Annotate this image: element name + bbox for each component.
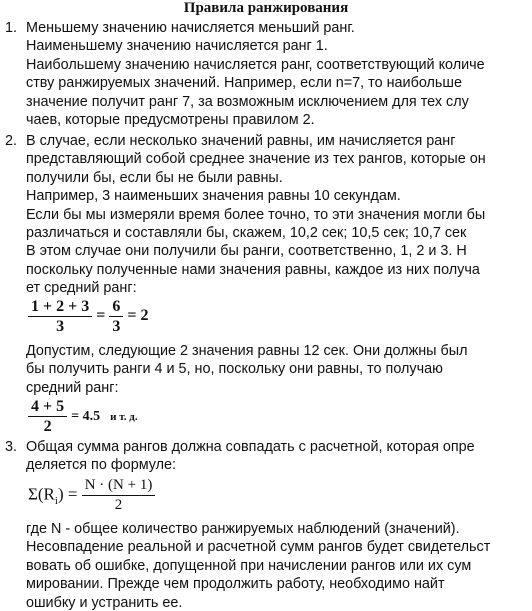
text-line: Меньшему значению начисляется меньший ранг. (26, 20, 355, 36)
text-line: средний ранг: (26, 379, 119, 396)
document-title: Правила ранжирования (183, 0, 349, 16)
equals-sign: = (127, 307, 137, 325)
text-line: получили бы, если бы не были равны. (26, 169, 283, 186)
text-line: Если бы мы измеряли время более точно, то эти значения могли бы (26, 206, 486, 223)
text-line: Наименьшему значению начисляется ранг 1. (26, 38, 328, 55)
text-line: представляющий собой среднее значение из тех рангов, которые он (26, 151, 486, 168)
sum-subscript: i (54, 494, 58, 507)
text-line: Общая сумма рангов должна совпадать с расчетной, которая опре (26, 439, 475, 455)
sum-lhs-close: ) = (57, 484, 78, 504)
text-line: Несовпадение реальной и расчетной сумм рангов будет свидетельст (26, 539, 491, 556)
rule-1 (0, 19, 532, 129)
text-line: различаться и составляли бы, скажем, 10,2 сек; 10,5 сек; 10,7 сек (26, 224, 467, 241)
text-line: ству ранжируемых значений. Например, если n=7, то наибольше (26, 75, 462, 92)
text-line: Наибольшему значению начисляется ранг, соответствующий количе (26, 56, 485, 73)
text-line: чаев, которые предусмотрены правилом 2. (26, 111, 315, 128)
rule-1-number: 1. (5, 20, 18, 36)
numerator: N · (N + 1) (82, 476, 156, 496)
text-line: поскольку полученные нами значения равны, каждое из них получа (26, 261, 480, 278)
text-line: мировании. Прежде чем продолжить работу, необходимо найт (26, 576, 445, 593)
denominator: 3 (56, 318, 65, 335)
text-line: В этом случае они получили бы ранги, соответственно, 1, 2 и 3. Н (26, 243, 467, 260)
formula-result: = 4.5 (71, 409, 101, 425)
rule-3-b (0, 520, 532, 611)
denominator: 2 (114, 497, 123, 513)
rule-2-number: 2. (5, 133, 18, 149)
denominator: 2 (43, 418, 52, 435)
denominator: 3 (112, 318, 121, 335)
text-line: бы получить ранги 4 и 5, но, поскольку они равны, то получаю (26, 361, 443, 378)
rule-1-text (26, 19, 532, 129)
numerator: 1 + 2 + 3 (28, 297, 92, 317)
formula-result: 2 (140, 307, 149, 325)
numerator: 6 (109, 297, 123, 317)
rule-3-number: 3. (5, 439, 18, 455)
rule-2-text-b (26, 342, 532, 397)
etc-label: и т. д. (110, 411, 138, 424)
rule-3-text-b (26, 520, 532, 611)
numerator: 4 + 5 (28, 397, 67, 417)
formula-average-rank-2 (28, 397, 138, 436)
text-line: Например, 3 наименьших значения равны 10 секундам. (26, 188, 401, 205)
equals-sign: = (96, 307, 106, 325)
rule-2 (0, 132, 532, 298)
formula-rank-sum (28, 476, 155, 515)
text-line: Допустим, следующие 2 значения равны 12 сек. Они должны был (26, 343, 468, 359)
text-line: где N - общее количество ранжируемых наблюдений (значений). (26, 521, 460, 537)
rule-3-text-a (26, 438, 532, 475)
text-line: значение получит ранг 7, за возможным исключением для тех слу (26, 93, 469, 110)
formula-average-rank-1 (28, 297, 148, 336)
rule-2-text-a (26, 132, 532, 298)
text-line: ошибку и устранить ее. (26, 594, 183, 611)
fraction (109, 297, 123, 336)
rule-2-b (0, 342, 532, 397)
fraction (28, 397, 67, 436)
text-line: вовать об ошибке, допущенной при начислении рангов или их сум (26, 557, 472, 574)
fraction (82, 476, 156, 515)
rule-3 (0, 438, 532, 475)
text-line: деляется по формуле: (26, 457, 177, 474)
text-line: В случае, если несколько значений равны, им начисляется ранг (26, 133, 456, 149)
fraction (28, 297, 92, 336)
sum-lhs: Σ(R (28, 484, 55, 504)
text-line: ет средний ранг: (26, 280, 137, 297)
